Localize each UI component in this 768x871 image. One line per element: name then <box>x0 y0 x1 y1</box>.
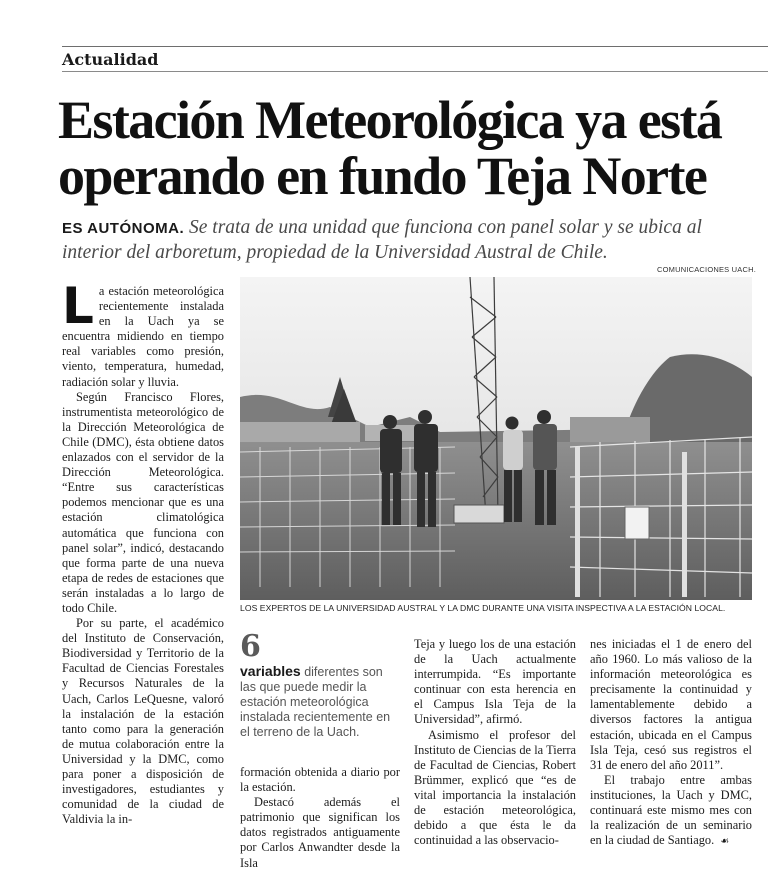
station-photo-illustration <box>240 277 752 600</box>
paragraph: nes iniciadas el 1 de enero del año 1960. Lo más valioso de la información meteorológica es precisamente la continuidad y lamentablemente debido a diversos factores la antigua estación, ubicada en el Campus Isla Teja, cesó sus registros el 31 de enero del año 2011”. <box>590 637 752 772</box>
photo-caption: LOS EXPERTOS DE LA UNIVERSIDAD AUSTRAL Y LA DMC DURANTE UNA VISITA INSPECTIVA A LA ESTACIÓN LOCAL. <box>240 603 726 613</box>
article-column-4 <box>590 637 752 849</box>
section-rule <box>62 71 768 72</box>
top-rule <box>62 46 768 47</box>
drop-cap: L <box>62 277 94 335</box>
deck-kicker: ES AUTÓNOMA. <box>62 220 185 237</box>
paragraph: Asimismo el profesor del Instituto de Ciencias de la Tierra de Facultad de Ciencias, Robert Brümmer, explicó que “es de vital importancia la instalación de estación meteorológica, debido a que ésta le da continuidad a las observacio- <box>414 727 576 848</box>
paragraph <box>590 773 752 849</box>
callout-number: 6 <box>240 629 261 664</box>
deck-text: Se trata de una unidad que funciona con panel solar y se ubica al interior del arboretum, propiedad de la Universidad Austral de Chile. <box>62 217 702 263</box>
headline: Estación Meteorológica ya está operando en fundo Teja Norte <box>58 90 722 206</box>
photo-credit: COMUNICACIONES UACH. <box>656 265 756 274</box>
callout-text: diferentes son las que puede medir la estación meteorológica instalada recientemente en el terreno de la Uach. <box>240 665 391 739</box>
paragraph: a estación meteorológica recientemente instalada en la Uach ya se encuentra midiendo en tiempo real variables como presión, viento, temperatura, humedad, radiación solar y lluvia. <box>62 284 224 389</box>
paragraph: Según Francisco Flores, instrumentista meteorológico de la Dirección Meteorológica de Chile (DMC), ésta obtiene datos enlazados con el servidor de la Dirección Meteorológica. “Entre sus características podemos mencionar que es una estación climatológica automática que funciona con panel solar”, indicó, destacando que forma parte de una nueva etapa de redes de estaciones que serán instaladas a lo largo de todo Chile. <box>62 389 224 615</box>
paragraph: formación obtenida a diario por la estación. <box>240 765 400 795</box>
end-mark-icon: ☙ <box>720 836 730 848</box>
data-callout <box>240 630 400 740</box>
station-photo <box>240 277 752 600</box>
paragraph: Destacó además el patrimonio que significan los datos registrados antiguamente por Carlos Anwandter desde la Isla <box>240 795 400 870</box>
callout-strong: variables <box>240 663 301 679</box>
article-column-2 <box>240 765 400 871</box>
paragraph: Teja y luego los de una estación de la Uach actualmente interrumpida. “Es importante continuar con esta herencia en el Campus Isla Teja de la Universidad”, afirmó. <box>414 637 576 727</box>
paragraph: Por su parte, el académico del Instituto de Conservación, Biodiversidad y Territorio de la Facultad de Ciencias Forestales y Recursos Naturales de la Uach, Carlos LeQuesne, valoró la instalación de la estación tanto como para la generación de mutua colaboración entre la Universidad y la DMC, como para poner a disposición de investigadores, estudiantes y comunidad de la ciudad de Valdivia la in- <box>62 616 224 827</box>
article-column-1 <box>62 277 224 827</box>
article-column-3 <box>414 637 576 848</box>
callout-body <box>240 664 400 740</box>
section-label: Actualidad <box>62 50 159 69</box>
deck <box>62 216 762 265</box>
closing-paragraph: El trabajo entre ambas instituciones, la Uach y DMC, continuará este mismo mes con la realización de un seminario en la ciudad de Santiago. <box>590 772 752 848</box>
